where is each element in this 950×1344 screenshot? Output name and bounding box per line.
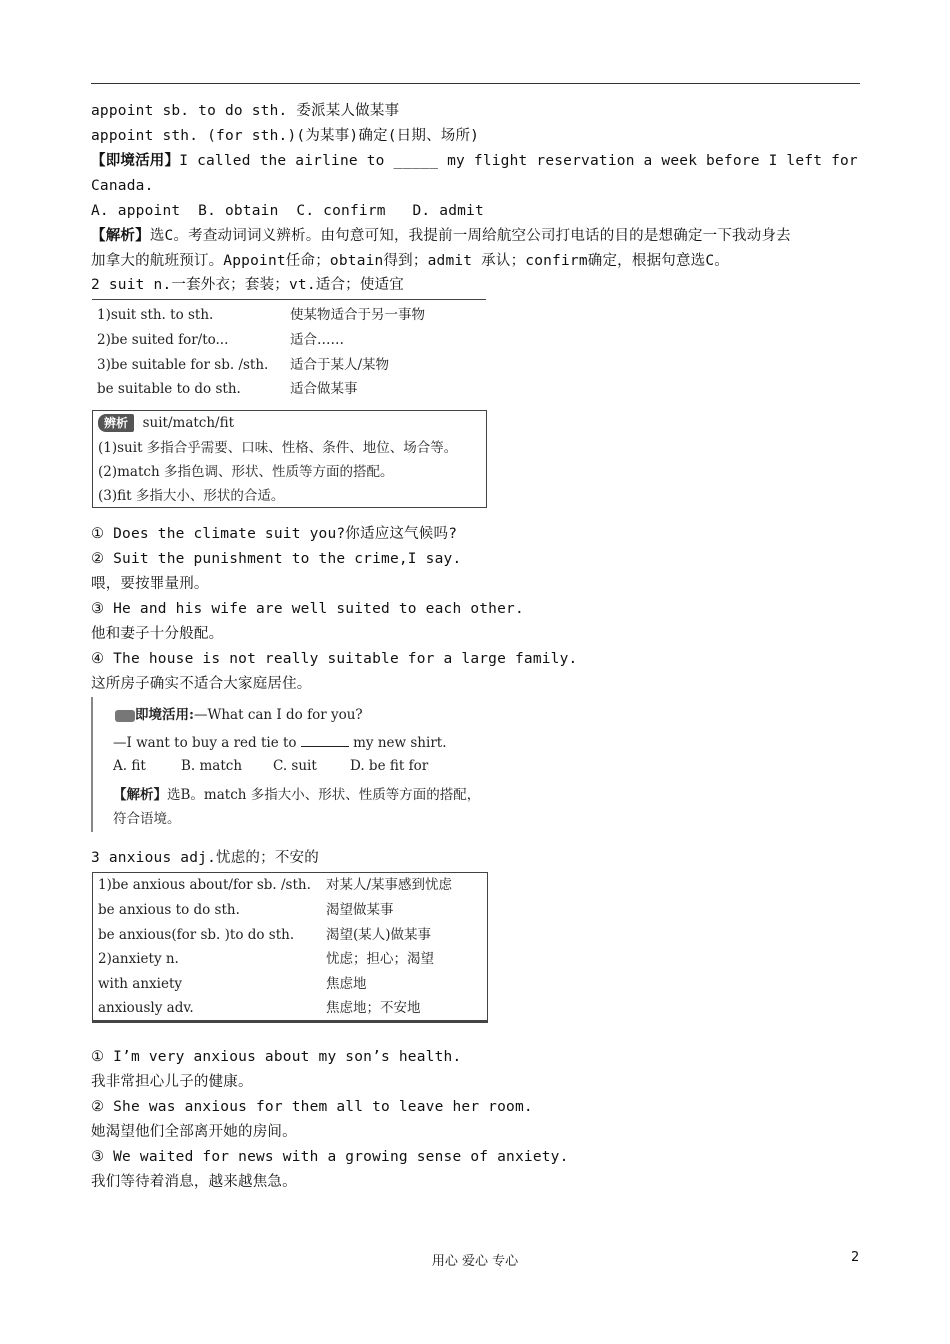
practice-options bbox=[113, 758, 429, 774]
table-row: be anxious to do sth. 渴望做某事 bbox=[98, 902, 394, 918]
table-row: be suitable to do sth. 适合做某事 bbox=[97, 381, 358, 397]
option: B. match bbox=[181, 758, 243, 774]
distinction-item: (3)fit 多指大小、形状的合适。 bbox=[98, 488, 285, 504]
table-row: 2)be suited for/to... 适合…… bbox=[97, 332, 344, 348]
distinction-title: suit/match/fit bbox=[142, 415, 235, 431]
exercise-line bbox=[91, 151, 858, 171]
answer-text: 选C。考查动词词义辨析。由句意可知，我提前一周给航空公司打电话的目的是想确定一下我动身去 bbox=[149, 228, 791, 244]
example-translation: 我们等待着消息，越来越焦急。 bbox=[91, 1174, 297, 1190]
table-row: with anxiety 焦虑地 bbox=[98, 976, 367, 992]
answer-line: 加拿大的航班预订。Appoint任命；obtain得到；admit 承认；confirm确定，根据句意选C。 bbox=[91, 253, 730, 269]
page-footer: 用心 爱心 专心 bbox=[431, 1254, 519, 1269]
example-sentence: ④ The house is not really suitable for a large family. bbox=[91, 651, 578, 667]
practice-question: —What can I do for you? bbox=[193, 707, 363, 723]
example-translation: 他和妻子十分般配。 bbox=[91, 626, 224, 642]
option: D. be fit for bbox=[350, 758, 429, 774]
distinction-item: (1)suit 多指合乎需要、口味、性格、条件、地位、场合等。 bbox=[98, 440, 458, 456]
example-sentence: ③ He and his wife are well suited to each other. bbox=[91, 601, 524, 617]
answer-tag: 【解析】 bbox=[91, 228, 150, 244]
text-line: appoint sb. to do sth. 委派某人做某事 bbox=[91, 103, 400, 119]
text-line: Canada. bbox=[91, 178, 154, 194]
answer-tag: 【解析】 bbox=[113, 787, 167, 803]
example-sentence: ③ We waited for news with a growing sense of anxiety. bbox=[91, 1149, 569, 1165]
page-number: 2 bbox=[851, 1250, 860, 1265]
table-row: 3)be suitable for sb. /sth. 适合于某人/某物 bbox=[97, 357, 390, 373]
exercise-text: I called the airline to _____ my flight reservation a week before I left for bbox=[179, 153, 858, 169]
distinction-header bbox=[98, 414, 234, 432]
practice-answer: 【解析】选B。match 多指大小、形状、性质等方面的搭配， bbox=[113, 787, 481, 803]
suit-phrase-table bbox=[92, 299, 486, 400]
example-translation: 这所房子确实不适合大家庭居住。 bbox=[91, 676, 312, 692]
example-sentence: ② Suit the punishment to the crime,I say. bbox=[91, 551, 462, 567]
text-line: appoint sth. (for sth.)(为某事)确定(日期、场所) bbox=[91, 128, 480, 144]
table-row: be anxious(for sb. )to do sth. 渴望(某人)做某事 bbox=[98, 927, 432, 943]
practice-answer: 符合语境。 bbox=[113, 811, 181, 827]
section-heading: 2 suit n.一套外衣；套装；vt.适合；使适宜 bbox=[91, 277, 404, 293]
example-translation: 喂，要按罪量刑。 bbox=[91, 576, 209, 592]
example-sentence: ① I’m very anxious about my son’s health. bbox=[91, 1049, 462, 1065]
practice-question: —I want to buy a red tie to my new shirt. bbox=[113, 735, 447, 751]
distinction-tag: 辨析 bbox=[98, 414, 134, 432]
example-sentence: ② She was anxious for them all to leave her room. bbox=[91, 1099, 533, 1115]
blank-line bbox=[301, 734, 349, 747]
header-rule bbox=[91, 83, 860, 84]
distinction-box bbox=[92, 410, 487, 508]
exercise-tag: 【即境活用】 bbox=[91, 153, 180, 169]
answer-line bbox=[91, 226, 791, 246]
table-row: 1)suit sth. to sth. 使某物适合于另一事物 bbox=[97, 307, 425, 323]
option: C. suit bbox=[273, 758, 317, 774]
practice-box bbox=[91, 697, 513, 832]
example-translation: 我非常担心儿子的健康。 bbox=[91, 1074, 253, 1090]
option: A. fit bbox=[113, 758, 146, 774]
distinction-item: (2)match 多指色调、形状、性质等方面的搭配。 bbox=[98, 464, 394, 480]
options-line: A. appoint B. obtain C. confirm D. admit bbox=[91, 203, 484, 219]
practice-tag: 即境活用: bbox=[135, 707, 194, 723]
practice-header bbox=[115, 703, 363, 723]
example-translation: 她渴望他们全部离开她的房间。 bbox=[91, 1124, 297, 1140]
anxious-phrase-table bbox=[92, 872, 488, 1023]
section-heading: 3 anxious adj.忧虑的；不安的 bbox=[91, 850, 319, 866]
table-row: anxiously adv. 焦虑地；不安地 bbox=[98, 1000, 421, 1016]
table-row: 1)be anxious about/for sb. /sth. 对某人/某事感到忧虑 bbox=[98, 877, 453, 893]
example-sentence: ① Does the climate suit you?你适应这气候吗? bbox=[91, 526, 458, 542]
table-row: 2)anxiety n. 忧虑；担心；渴望 bbox=[98, 951, 434, 967]
book-icon bbox=[115, 710, 135, 722]
